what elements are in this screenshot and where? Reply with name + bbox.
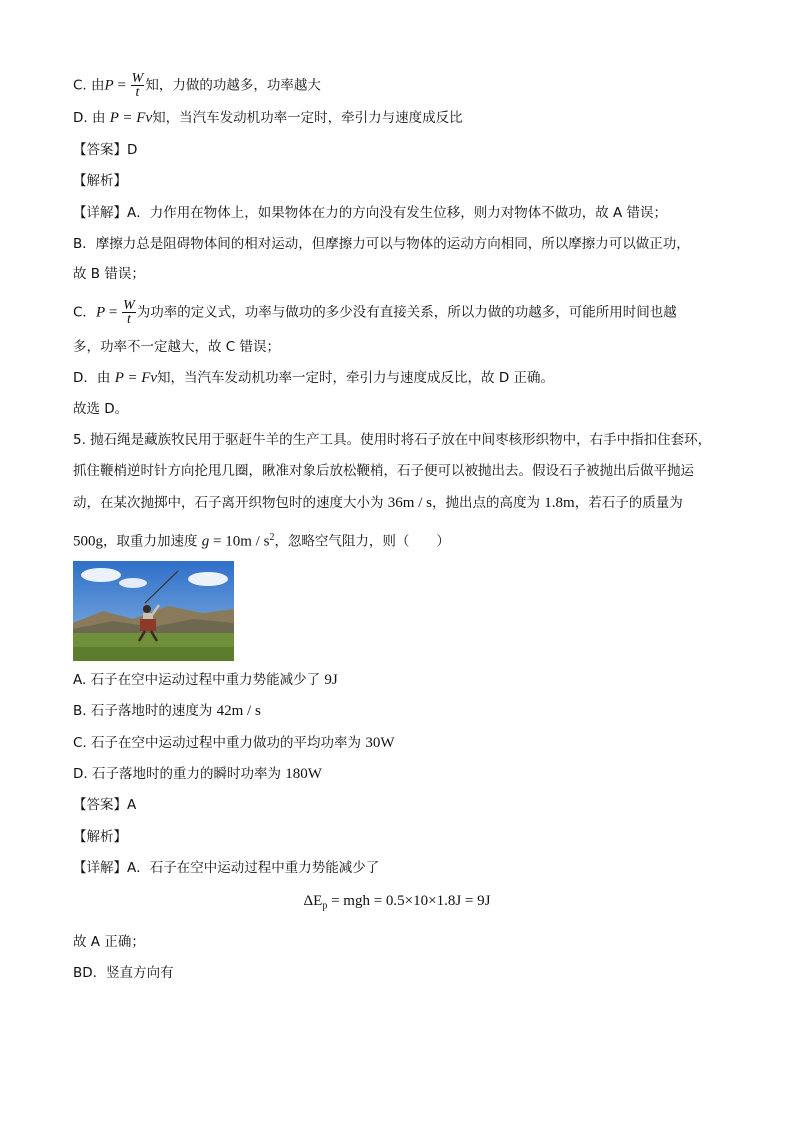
question-5-line-3: 动，在某次抛掷中，石子离开织物包时的速度大小为 36m / s，抛出点的高度为 1.8m，若石子的质量为	[73, 495, 683, 511]
question-5-line-1: 5. 抛石绳是藏族牧民用于驱赶牛羊的生产工具。使用时将石子放在中间枣核形织物中，右手中指扣住套环，	[73, 432, 712, 448]
analysis-label-2: 【解析】	[73, 829, 127, 845]
detail-c-2: 多，功率不一定越大，故 C 错误；	[73, 339, 281, 355]
bd-line: BD．竖直方向有	[73, 965, 174, 981]
detail-d: D．由 P = Fv知，当汽车发动机功率一定时，牵引力与速度成反比，故 D 正确。	[73, 370, 555, 386]
detail-a: 【详解】A．力作用在物体上，如果物体在力的方向没有发生位移，则力对物体不做功，故 A 错误；	[73, 205, 668, 221]
detail2-a: 【详解】A．石子在空中运动过程中重力势能减少了	[73, 860, 380, 876]
option-d-line: D. 由 P = Fv知，当汽车发动机功率一定时，牵引力与速度成反比	[73, 110, 463, 126]
choose-line: 故选 D。	[73, 401, 129, 417]
detail-c-1: C．P = $\frac{W}{t}$ 为功率的定义式，功率与做功的多少没有直接关系，所以力做的功越多，可能所用时间也越	[73, 298, 677, 327]
option-c: C. 石子在空中运动过程中重力做功的平均功率为 30W	[73, 735, 395, 751]
fraction-w-over-t: $\frac{W}{t}$	[131, 71, 144, 100]
option-d: D. 石子落地时的重力的瞬时功率为 180W	[73, 766, 322, 782]
herdsman-sling-photo	[73, 561, 234, 661]
equation-potential-energy: $\Delta E_p$ = mgh = 0.5×10×1.8J = 9J	[303, 893, 491, 912]
answer-label-2: 【答案】A	[73, 797, 137, 813]
question-5-line-4: 500g，取重力加速度 $g = 10m / s^2$，忽略空气阻力，则（ ）	[73, 532, 450, 550]
fraction-w-over-t-2: $\frac{W}{t}$	[123, 298, 135, 327]
option-c-line: C. 由P = $\frac{W}{t}$ 知，力做的功越多，功率越大	[73, 71, 321, 100]
option-b: B. 石子落地时的速度为 42m / s	[73, 703, 261, 719]
detail-b-1: B．摩擦力总是阻碍物体间的相对运动，但摩擦力可以与物体的运动方向相同，所以摩擦力可以做正功，	[73, 236, 690, 252]
analysis-label-1: 【解析】	[73, 173, 127, 189]
answer-label-1: 【答案】D	[73, 142, 138, 158]
correct-a: 故 A 正确；	[73, 934, 145, 950]
question-5-line-2: 抓住鞭梢逆时针方向抡甩几圈，瞅准对象后放松鞭梢，石子便可以被抛出去。假设石子被抛出后做平抛运	[73, 463, 694, 479]
option-a: A. 石子在空中运动过程中重力势能减少了 9J	[73, 672, 338, 688]
detail-b-2: 故 B 错误；	[73, 266, 145, 282]
